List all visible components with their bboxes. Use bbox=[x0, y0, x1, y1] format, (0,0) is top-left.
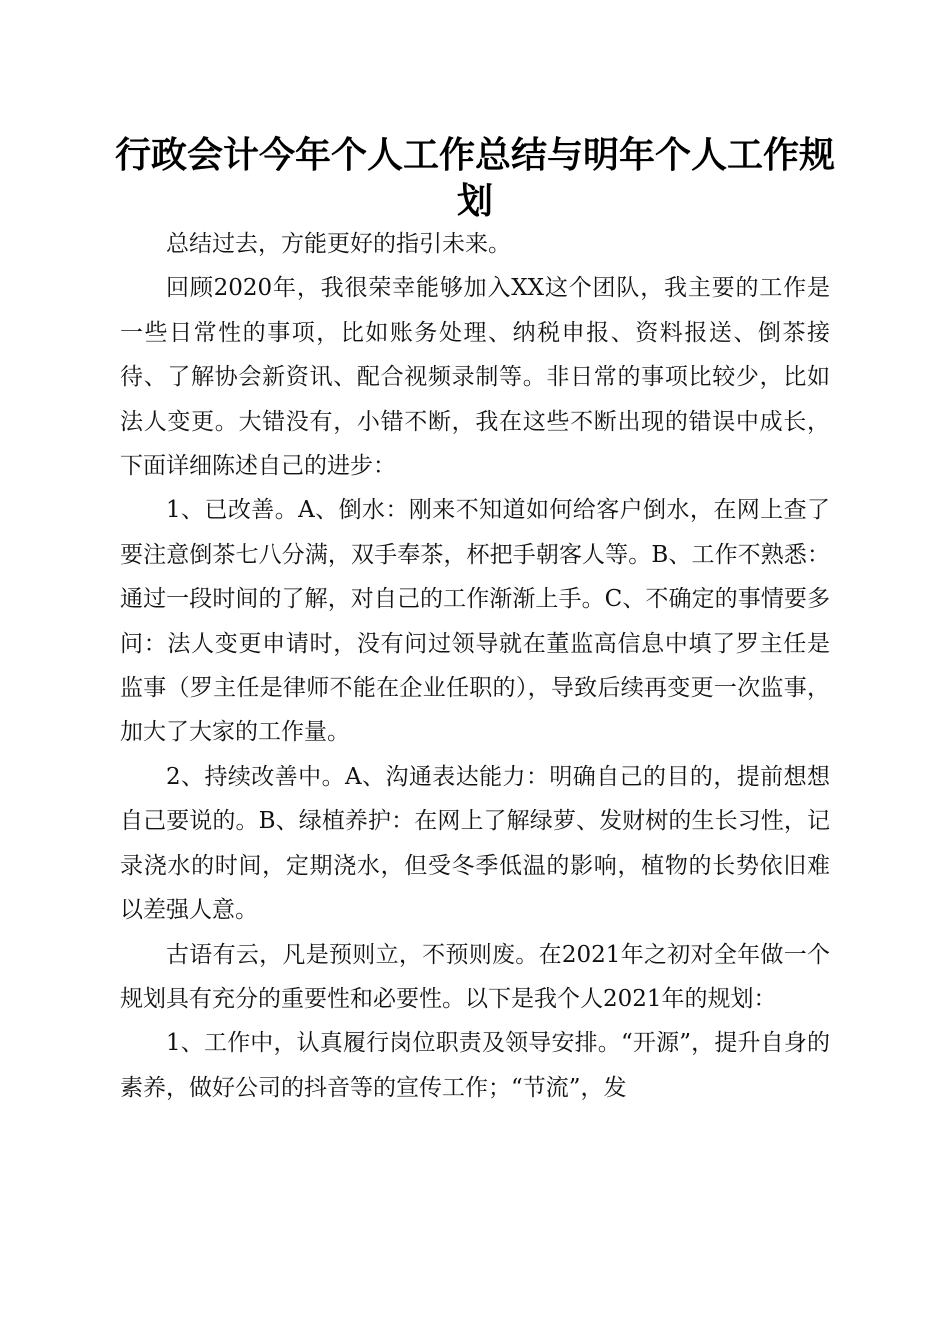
document-title: 行政会计今年个人工作总结与明年个人工作规划 bbox=[114, 134, 835, 222]
paragraph: 2、持续改善中。A、沟通表达能力：明确自己的目的，提前想想自己要说的。B、绿植养护：在网上了解绿萝、发财树的生长习性，记录浇水的时间，定期浇水，但受冬季低温的影响，植物的长势依旧难以差强人意。 bbox=[120, 763, 830, 924]
paragraph: 回顾2020年，我很荣幸能够加入XX这个团队，我主要的工作是一些日常性的事项，比如账务处理、纳税申报、资料报送、倒茶接待、了解协会新资讯、配合视频录制等。非日常的事项比较少，比如法人变更。大错没有，小错不断，我在这些不断出现的错误中成长，下面详细陈述自己的进步： bbox=[120, 275, 830, 480]
document-body bbox=[120, 222, 830, 1110]
paragraph: 1、已改善。A、倒水：刚来不知道如何给客户倒水，在网上查了要注意倒茶七八分满，双手奉茶，杯把手朝客人等。B、工作不熟悉：通过一段时间的了解，对自己的工作渐渐上手。C、不确定的事情要多问：法人变更申请时，没有问过领导就在董监高信息中填了罗主任是监事（罗主任是律师不能在企业任职的），导致后续再变更一次监事，加大了大家的工作量。 bbox=[120, 497, 830, 746]
paragraph: 古语有云，凡是预则立，不预则废。在2021年之初对全年做一个规划具有充分的重要性和必要性。以下是我个人2021年的规划： bbox=[120, 941, 830, 1012]
paragraph: 1、工作中，认真履行岗位职责及领导安排。“开源”，提升自身的素养，做好公司的抖音等的宣传工作；“节流”，发 bbox=[120, 1030, 830, 1101]
paragraph: 总结过去，方能更好的指引未来。 bbox=[166, 231, 511, 257]
